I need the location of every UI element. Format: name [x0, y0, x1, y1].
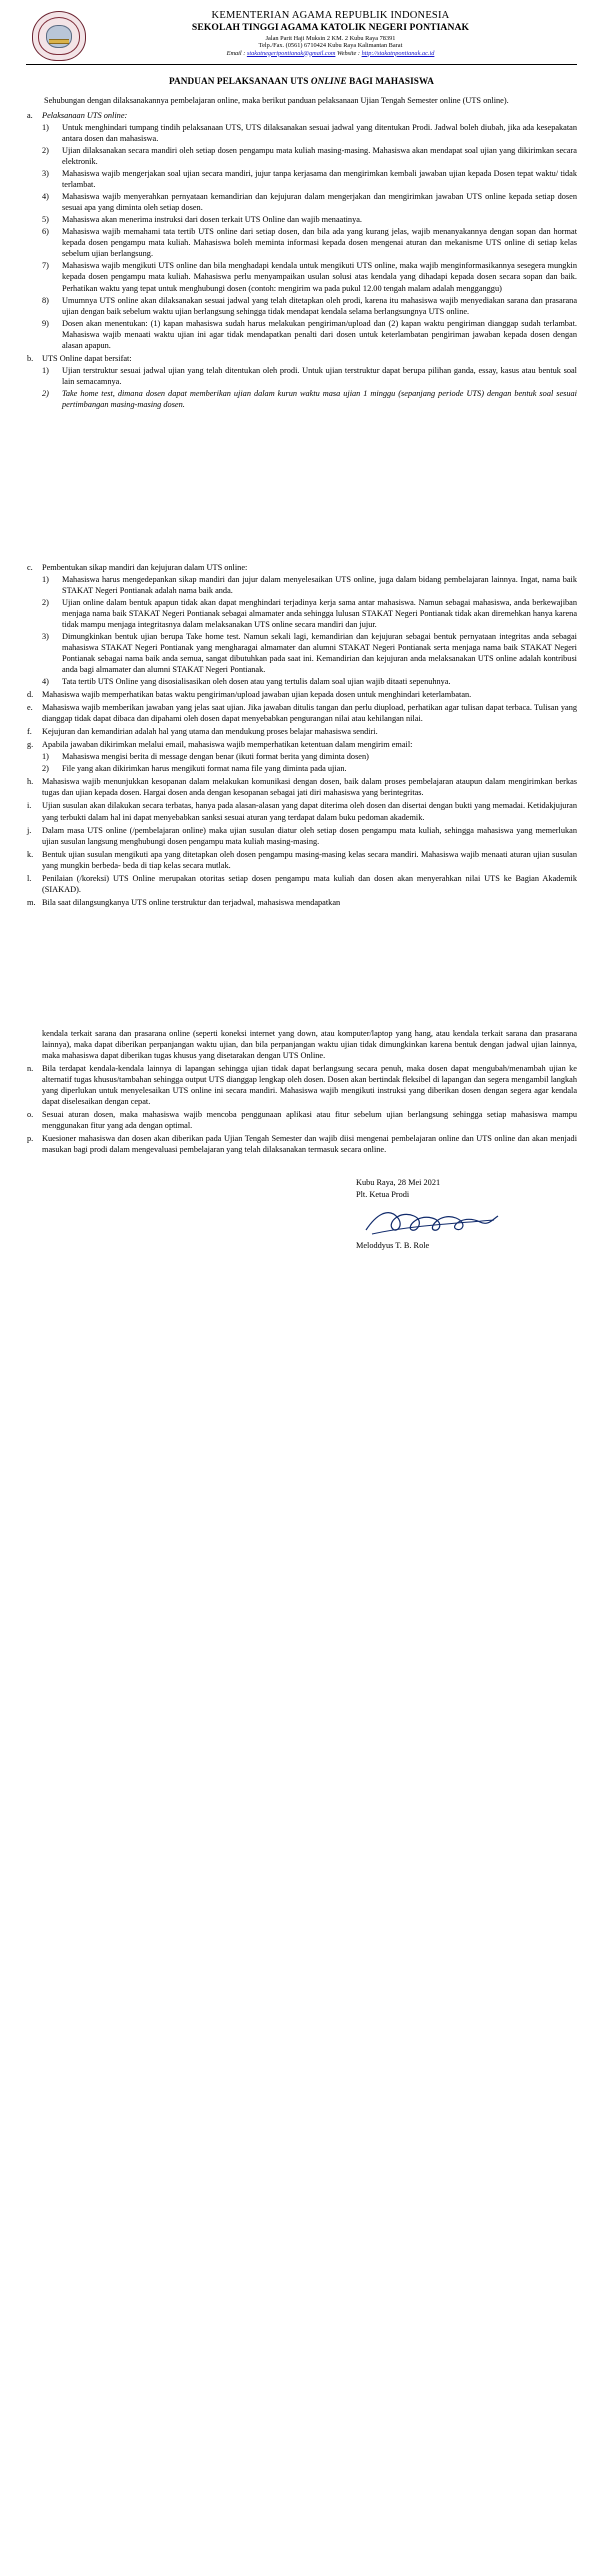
subsection-list-g [42, 751, 577, 774]
item-text: Ujian dilaksanakan secara mandiri oleh setiap dosen pengampu mata kuliah masing-masing. Mahasiswa akan mendapat soal ujian yang dikirimkan secara elektronik. [62, 146, 577, 167]
list-item [42, 751, 577, 762]
website-link[interactable]: http://stakatnpontianak.ac.id [361, 49, 435, 57]
title-italic: ONLINE [310, 76, 347, 86]
list-item [42, 365, 577, 387]
section-heading-o: Sesuai aturan dosen, maka mahasiswa wajib mencoba penggunaan aplikasi atau fitur sebelum ujian berlangsung sehingga setiap mahasiswa mampu menggunakan fitur yang ada dengan optimal. [42, 1109, 577, 1130]
section-heading-c: Pembentukan sikap mandiri dan kejujuran dalam UTS online: [42, 562, 248, 572]
item-text: Mahasiswa wajib memahami tata tertib UTS online dari setiap dosen, dan bila ada yang kurang jelas, wajib menanyakannya dengan sopan dan hormat kepada dosen pengampu mata kuliah. Mahasiswa boleh meminta informasi kepada dosen mengenai aturan dan mekanisme UTS online di setiap kelas sebelum ujian berlangsung. [62, 227, 577, 259]
section-heading-m: Bila saat dilangsungkanya UTS online terstruktur dan terjadwal, mahasiswa mendapatkan [42, 897, 341, 907]
item-marker: 7) [42, 261, 49, 271]
item-marker: 2) [42, 764, 49, 774]
item-marker: 2) [42, 146, 49, 156]
list-item [42, 260, 577, 293]
section-marker-j: j. [27, 825, 32, 835]
subsection-list-b [42, 365, 577, 410]
list-item [42, 295, 577, 317]
section-marker-d: d. [27, 690, 34, 700]
section-marker-k: k. [27, 849, 34, 859]
section-heading-n: Bila terdapat kendala-kendala lainnya di lapangan sehingga ujian tidak dapat berlangsung secara penuh, maka dosen dapat mengubah/menambah ujian ke alternatif tugas khusus/tambahan sehingga output UTS dianggap lengkap oleh dosen. Dosen akan bertindak fleksibel di lapangan dan segera mengambil langkah yang diperlukan untuk menyelesaikan UTS online ini secara mandiri. Mahasiswa wajib mengikuti instruksi yang diberikan dosen dengan segera agar kendala dapat diselesaikan dengan cepat. [42, 1063, 577, 1106]
item-text: Umumnya UTS online akan dilaksanakan sesuai jadwal yang telah ditetapkan oleh prodi, karena itu mahasiswa wajib menyediakan sarana dan prasarana ujian dengan baik sebelum waktu ujian berlangsung sehingga tidak mendapat kendala selama berlangsungnya UTS online. [62, 295, 577, 316]
item-text: File yang akan dikirimkan harus mengikuti format nama file yang diminta pada ujian. [62, 764, 347, 774]
item-marker: 1) [42, 123, 49, 133]
page-break-gap-2 [26, 910, 577, 1028]
institution-name: SEKOLAH TINGGI AGAMA KATOLIK NEGERI PONTIANAK [191, 22, 470, 34]
section-item-h [26, 776, 577, 798]
list-item [42, 122, 577, 144]
title-part-1: PANDUAN PELAKSANAAN UTS [169, 76, 311, 86]
item-marker: 5) [42, 215, 49, 225]
section-marker-h: h. [27, 777, 34, 787]
section-heading-i: Ujian susulan akan dilakukan secara terbatas, hanya pada alasan-alasan yang dapat diterima oleh dosen dan disertai dengan bukti yang memadai. Ketidakjujuran yang terbukti dalam hal ini dapat menyebabkan sanksi sesuai aturan yang terdapat dalam buku pedoman akademik. [42, 801, 577, 822]
section-item-m-continued [26, 1028, 577, 1061]
section-item-c [26, 562, 577, 687]
section-item-a [26, 110, 577, 351]
item-marker: 1) [42, 365, 49, 375]
section-heading-k: Bentuk ujian susulan mengikuti apa yang ditetapkan oleh dosen pengampu masing-masing kelas secara mandiri. Mahasiswa wajib menaati aturan ujian susulan yang mungkin berbeda- beda di tiap kelas secara mutlak. [42, 849, 577, 870]
institution-contact [92, 50, 569, 57]
section-item-n [26, 1063, 577, 1107]
garuda-stakat-logo-icon [32, 11, 86, 61]
list-item [42, 168, 577, 190]
email-label: Email : [226, 49, 246, 57]
item-text: Dosen akan menentukan: (1) kapan mahasiswa sudah harus melakukan pengiriman/upload dan (2) kapan waktu pengiriman dianggap sudah terlambat. Mahasiswa wajib menaati waktu ujian ini agar tidak mendapatkan penalti dari dosen untuk keterlambatan pengiriman jawaban kepada dosen dengan alasan apapun. [62, 318, 577, 350]
institution-ministry: KEMENTERIAN AGAMA REPUBLIK INDONESIA [211, 10, 450, 21]
item-marker: 3) [42, 169, 49, 179]
item-text: Mahasiswa wajib menyerahkan pernyataan kemandirian dan kejujuran dalam mengerjakan dan mengirimkan jawaban UTS online kepada setiap dosen sesuai apa yang diminta oleh setiap dosen. [62, 192, 577, 213]
item-marker: 1) [42, 752, 49, 762]
section-item-p [26, 1133, 577, 1155]
section-marker-c: c. [27, 562, 33, 572]
section-list-continued [26, 562, 577, 908]
section-marker-a: a. [27, 111, 33, 121]
signature-role: Plt. Ketua Prodi [356, 1189, 410, 1199]
section-marker-g: g. [27, 740, 34, 750]
section-item-m [26, 897, 577, 908]
section-item-i [26, 800, 577, 822]
section-item-e [26, 702, 577, 724]
logo-container [26, 10, 92, 61]
continuation-text: kendala terkait sarana dan prasarana online (seperti koneksi internet yang down, atau komputer/laptop yang hang, atau kendala terkait sarana dan prasarana lainnya), maka dapat diberikan perpanjangan waktu ujian, dan bila perpanjangan waktu ujian tidak dimungkinkan karena bentuk dengan jadwal ujian lainnya, maka mahasiswa dapat diberikan tugas khusus yang disetarakan dengan UTS Online. [42, 1028, 577, 1060]
list-item [42, 191, 577, 213]
item-text: Take home test, dimana dosen dapat memberikan ujian dalam kurun waktu masa ujian 1 minggu (sepanjang periode UTS) dengan bentuk soal sesuai pertimbangan masing-masing dosen. [62, 388, 577, 409]
list-item [42, 388, 577, 410]
signature-place-date: Kubu Raya, 28 Mei 2021 [356, 1178, 441, 1188]
section-heading-h: Mahasiswa wajib menunjukkan kesopanan dalam melakukan komunikasi dengan dosen, baik dalam proses pembelajaran ataupun dalam mengirimkan berkas tugas dan ujian kepada dosen. Hargai dosen anda dengan kesopanan sebagai jati diri mahasiswa yang berintegritas. [42, 777, 577, 798]
item-text: Mahasiswa wajib mengikuti UTS online dan bila menghadapi kendala untuk mengikuti UTS online, maka wajib menginformasikannya sesegera mungkin kepada dosen pengampu mata kuliah. Mahasiswa perlu menyampaikan usulan solusi atas kendala yang dihadapi kepada dosen secara sopan dan baik. Perhatikan waktu yang tepat untuk menghubungi dosen (contoh: mengirim wa pada pukul 12.00 tengah malam adalah mengganggu) [62, 261, 577, 293]
section-heading-p: Kuesioner mahasiswa dan dosen akan diberikan pada Ujian Tengah Semester dan wajib diisi mengenai pembelajaran online dan UTS online dan akan menjadi masukan bagi prodi dalam mengevaluasi pembelajaran yang telah dilaksanakan termasuk secara online. [42, 1134, 577, 1155]
letterhead-text [92, 10, 577, 57]
item-text: Tata tertib UTS Online yang disosialisasikan oleh dosen atau yang tertulis dalam soal ujian wajib ditaati sepenuhnya. [62, 677, 451, 687]
section-marker-m: m. [27, 897, 36, 907]
subsection-list-c [42, 574, 577, 687]
item-text: Mahasiswa harus mengedepankan sikap mandiri dan jujur dalam menyelesaikan UTS online, juga dalam bidang pembelajaran lainnya. Ingat, nama baik STAKAT Negeri Pontianak adalah nama baik anda. [62, 574, 577, 595]
institution-phone: Telp./Fax. (0561) 6710424 Kubu Raya Kalimantan Barat [258, 42, 403, 50]
section-heading-l: Penilaian (/koreksi) UTS Online merupakan otoritas setiap dosen pengampu mata kuliah dan dosen akan menyerahkan nilai UTS ke Bagian Akademik (SIAKAD). [42, 873, 577, 894]
section-heading-j: Dalam masa UTS online (/pembelajaran online) maka ujian susulan diatur oleh setiap dosen pengampu mata kuliah, sehingga mahasiswa yang memerlukan ujian susulan langsung menghubungi dosen pengampu mata kuliah masing-masing. [42, 825, 577, 846]
section-item-o [26, 1109, 577, 1131]
page-break-gap [26, 412, 577, 562]
section-item-d [26, 689, 577, 700]
list-item [42, 597, 577, 630]
subsection-list-a [42, 122, 577, 351]
section-marker-o: o. [27, 1109, 34, 1119]
section-list [26, 110, 577, 410]
item-marker: 1) [42, 574, 49, 584]
item-text: Ujian online dalam bentuk apapun tidak akan dapat menghindari terjadinya kerja sama antar mahasiswa. Namun sebagai mahasiswa, anda berkewajiban menjaga nama baik STAKAT Negeri Pontianak sebagai almamater anda sehingga lulusan STAKAT Negeri Pontianak tidak akan diremehkan hanya karena tidak mampu menjaga integritasnya dalam melaksanakan UTS online secara mandiri dan jujur. [62, 597, 577, 629]
item-text: Mahasiswa wajib mengerjakan soal ujian secara mandiri, jujur tanpa kerjasama dan mengirimkan kembali jawaban ujian kepada Dosen tepat waktu/ tidak terlambat. [62, 169, 577, 190]
section-heading-f: Kejujuran dan kemandirian adalah hal yang utama dan mendukung proses belajar mahasiswa sendiri. [42, 727, 378, 737]
section-heading-g: Apabila jawaban dikirimkan melalui email, mahasiswa wajib memperhatikan ketentuan dalam mengirim email: [42, 740, 413, 750]
list-item [42, 145, 577, 167]
item-text: Untuk menghindari tumpang tindih pelaksanaan UTS, UTS dilaksanakan sesuai jadwal yang ditentukan Prodi. Jadwal boleh diubah, jika ada kesepakatan antara dosen dan mahasiswa. [62, 123, 577, 144]
section-item-l [26, 873, 577, 895]
item-marker: 8) [42, 295, 49, 305]
section-marker-i: i. [27, 801, 32, 811]
item-marker: 4) [42, 677, 49, 687]
section-item-f [26, 726, 577, 737]
signature-block [356, 1177, 577, 1252]
item-marker: 3) [42, 632, 49, 642]
section-item-j [26, 825, 577, 847]
institution-address: Jalan Parit Haji Muksin 2 KM. 2 Kubu Raya 78391 [265, 34, 396, 42]
section-marker-n: n. [27, 1063, 34, 1073]
section-heading-e: Mahasiswa wajib memberikan jawaban yang jelas saat ujian. Jika jawaban ditulis tangan dan perlu diupload, perhatikan agar tulisan dapat terbaca. Tulisan yang dianggap tidak dapat dibaca dan dipahami oleh dosen dapat menyebabkan pengurangan nilai atau kehilangan nilai. [42, 703, 577, 724]
item-marker: 9) [42, 318, 49, 328]
section-item-k [26, 849, 577, 871]
item-text: Mahasiswa mengisi berita di message dengan benar (ikuti format berita yang diminta dosen) [62, 752, 369, 762]
intro-paragraph: Sehubungan dengan dilaksanakannya pembelajaran online, maka berikut panduan pelaksanaan Ujian Tengah Semester online (UTS online). [44, 96, 509, 105]
section-marker-l: l. [27, 873, 32, 883]
item-text: Mahasiswa akan menerima instruksi dari dosen terkait UTS Online dan wajib menaatinya. [62, 215, 362, 225]
signature-name: Meloddyus T. B. Role [356, 1241, 430, 1251]
letterhead [26, 10, 577, 65]
list-item [42, 676, 577, 687]
section-marker-f: f. [27, 727, 32, 737]
page-title [26, 76, 577, 86]
section-item-b [26, 353, 577, 410]
section-item-g [26, 739, 577, 774]
item-marker: 6) [42, 227, 49, 237]
section-marker-e: e. [27, 703, 33, 713]
list-item [42, 574, 577, 596]
item-text: Dimungkinkan bentuk ujian berupa Take home test. Namun sekali lagi, kemandirian dan kejujuran sebagai bentuk pernyataan integritas anda sebagai mahasiswa STAKAT Negeri Pontianak yang mengharagai almamater dan alumni STAKAT Negeri Pontianak serta menjaga nama baik STAKAT Negeri Pontianak sebagai nama baik anda semua, sangat dibutuhkan pada saat ini. Kemandirian dan kejujuran anda melaksanakan UTS online adalah kontribusi anda bagi almamater dan alumni STAKAT Negeri Pontianak. [62, 632, 577, 675]
section-marker-p: p. [27, 1134, 34, 1144]
item-marker: 2) [42, 388, 49, 398]
list-item [42, 214, 577, 225]
list-item [42, 318, 577, 351]
item-marker: 2) [42, 597, 49, 607]
list-item [42, 763, 577, 774]
section-heading-d: Mahasiswa wajib memperhatikan batas waktu pengiriman/upload jawaban ujian kepada dosen untuk menghindari keterlambatan. [42, 690, 472, 700]
email-link[interactable]: stakatnegeripontianak@gmail.com [246, 49, 336, 57]
section-heading-b: UTS Online dapat bersifat: [42, 353, 132, 363]
section-heading-a: Pelaksanaan UTS online: [42, 111, 128, 121]
list-item [42, 631, 577, 675]
item-text: Ujian terstruktur sesuai jadwal ujian yang telah ditentukan oleh prodi. Untuk ujian terstruktur dapat berupa pilihan ganda, essay, kasus atau bentuk soal lain semacamnya. [62, 365, 577, 386]
section-list-continuation [26, 1028, 577, 1155]
list-item [42, 226, 577, 259]
section-marker-b: b. [27, 353, 34, 363]
handwritten-signature-icon [356, 1200, 577, 1240]
website-label: Website : [337, 49, 361, 57]
title-part-2: BAGI MAHASISWA [346, 76, 434, 86]
item-marker: 4) [42, 192, 49, 202]
